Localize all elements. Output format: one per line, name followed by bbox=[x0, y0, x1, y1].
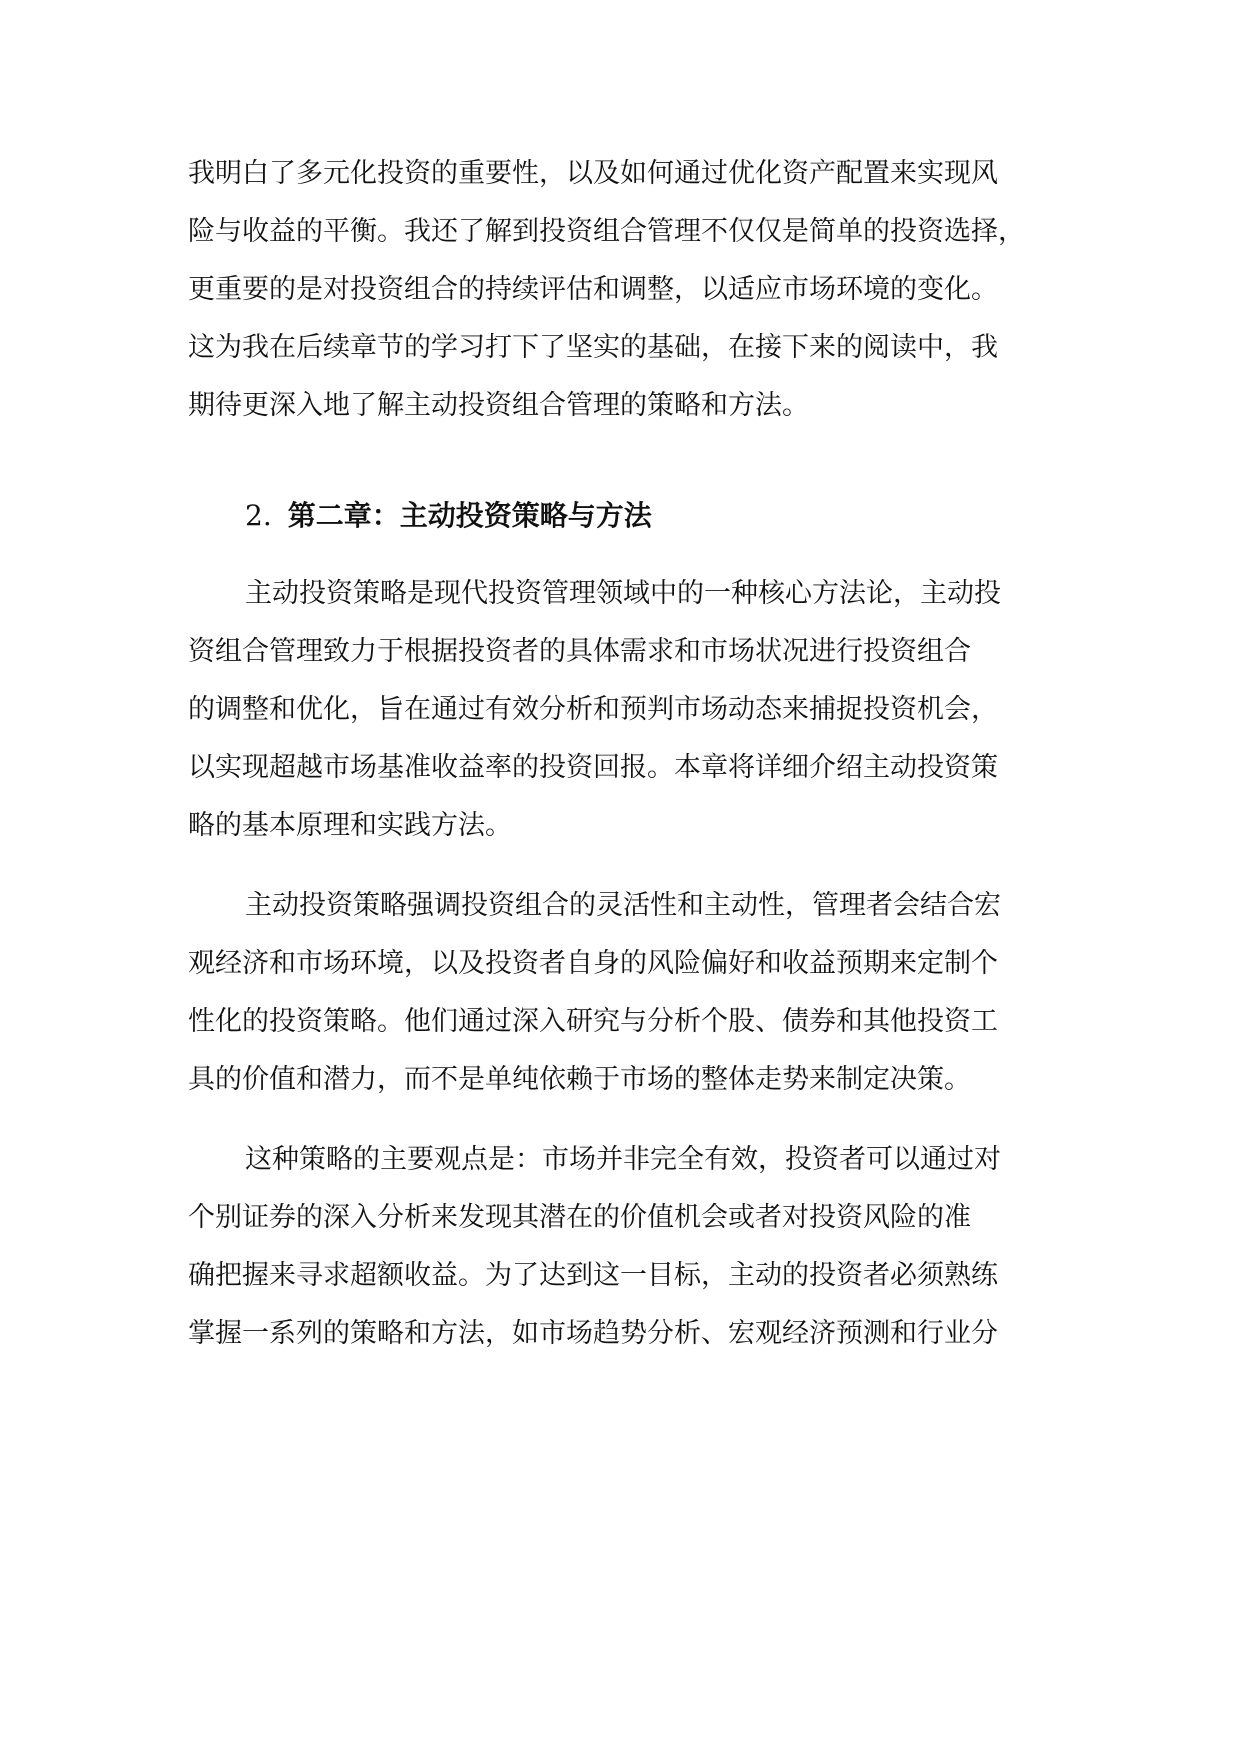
para2-line-1: 主动投资策略强调投资组合的灵活性和主动性，管理者会结合宏 bbox=[245, 890, 1001, 921]
para1-line-5: 略的基本原理和实践方法。 bbox=[188, 810, 512, 841]
intro-line-2: 险与收益的平衡。我还了解到投资组合管理不仅仅是简单的投资选择， bbox=[188, 216, 1025, 247]
para3-line-2: 个别证券的深入分析来发现其潜在的价值机会或者对投资风险的准 bbox=[188, 1202, 971, 1233]
para2-line-4: 具的价值和潜力，而不是单纯依赖于市场的整体走势来制定决策。 bbox=[188, 1064, 971, 1095]
intro-line-1: 我明白了多元化投资的重要性，以及如何通过优化资产配置来实现风 bbox=[188, 158, 998, 189]
intro-line-4: 这为我在后续章节的学习打下了坚实的基础，在接下来的阅读中，我 bbox=[188, 332, 998, 363]
chapter-number: 2. bbox=[245, 499, 272, 532]
para1-line-3: 的调整和优化，旨在通过有效分析和预判市场动态来捕捉投资机会， bbox=[188, 694, 998, 725]
para2-line-3: 性化的投资策略。他们通过深入研究与分析个股、债券和其他投资工 bbox=[188, 1006, 998, 1037]
para2-line-2: 观经济和市场环境，以及投资者自身的风险偏好和收益预期来定制个 bbox=[188, 948, 998, 979]
chapter-heading bbox=[245, 498, 652, 534]
para1-line-4: 以实现超越市场基准收益率的投资回报。本章将详细介绍主动投资策 bbox=[188, 752, 998, 783]
para1-line-2: 资组合管理致力于根据投资者的具体需求和市场状况进行投资组合 bbox=[188, 636, 971, 667]
chapter-title: 第二章：主动投资策略与方法 bbox=[287, 499, 652, 532]
para1-line-1: 主动投资策略是现代投资管理领域中的一种核心方法论，主动投 bbox=[245, 578, 1001, 609]
para3-line-1: 这种策略的主要观点是：市场并非完全有效，投资者可以通过对 bbox=[245, 1144, 1001, 1175]
intro-line-5: 期待更深入地了解主动投资组合管理的策略和方法。 bbox=[188, 390, 809, 421]
para3-line-3: 确把握来寻求超额收益。为了达到这一目标，主动的投资者必须熟练 bbox=[188, 1260, 998, 1291]
para3-line-4: 掌握一系列的策略和方法，如市场趋势分析、宏观经济预测和行业分 bbox=[188, 1318, 998, 1349]
intro-line-3: 更重要的是对投资组合的持续评估和调整，以适应市场环境的变化。 bbox=[188, 274, 998, 305]
